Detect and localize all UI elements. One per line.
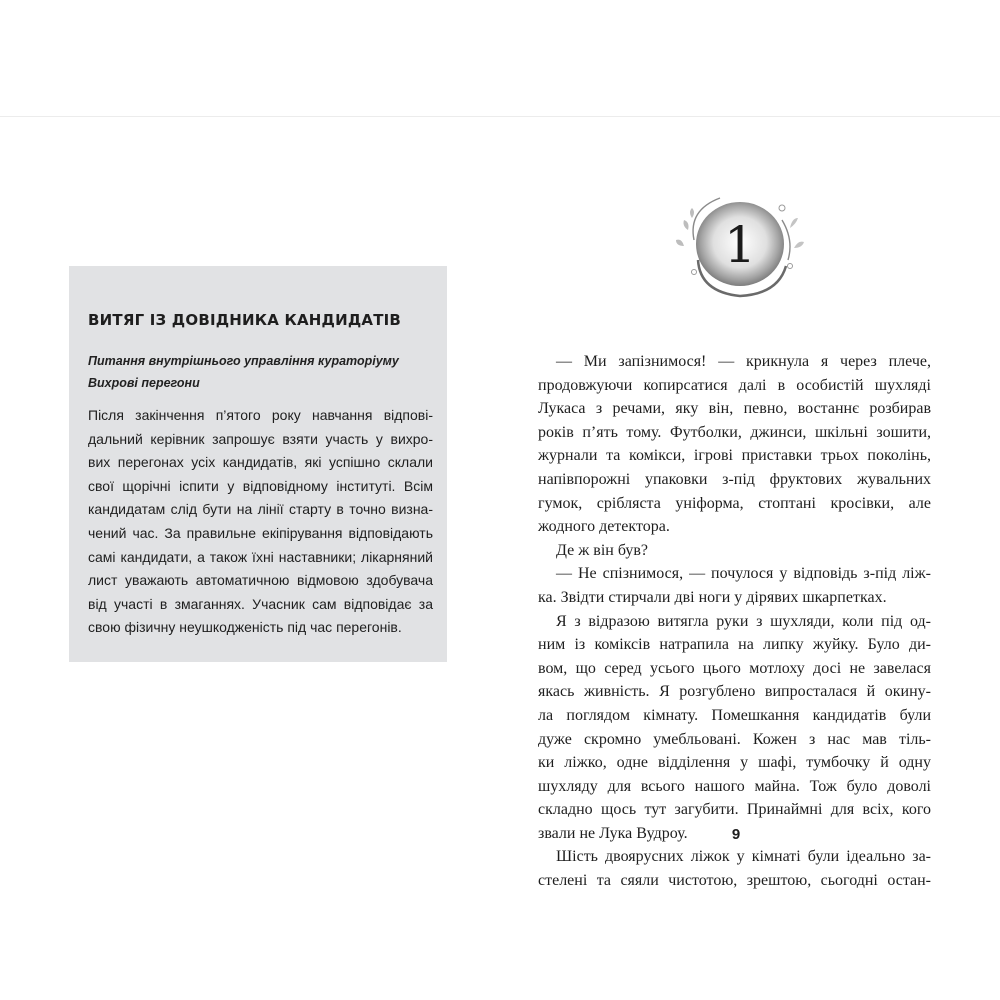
body-line: Шість двоярусних ліжок у кімнаті були ідеально за- <box>556 848 931 866</box>
body-line: ла поглядом кімнату. Помешкання кандидатів були <box>538 706 931 724</box>
top-divider <box>0 116 1000 117</box>
excerpt-title: ВИТЯГ ІЗ ДОВІДНИКА КАНДИДАТІВ <box>88 311 402 329</box>
excerpt-line: від участі в змаганнях. Учасник сам відповідає за <box>88 595 433 612</box>
excerpt-subtitle-section: Питання внутрішнього управління кураторіуму <box>88 354 399 368</box>
excerpt-subtitle-topic: Вихрові перегони <box>88 376 200 390</box>
body-line: ним із коміксів натрапила на липку жуйку. Було ди- <box>538 636 931 654</box>
excerpt-body <box>88 404 433 640</box>
body-line: — Ми запізнимося! — крикнула я через плече, <box>556 353 931 370</box>
body-line: років п’ять тому. Футболки, джинси, шкільні зошити, <box>538 423 931 441</box>
body-line: шухляду для всього нашого майна. Тож було доволі <box>538 777 931 795</box>
body-line: вом, що серед усього цього мотлоху досі не завелася <box>538 659 931 677</box>
excerpt-line: лист уважають автоматичною відмовою здобувача <box>88 572 433 589</box>
body-line: Де ж він був? <box>556 541 649 559</box>
body-line: ки ліжко, одне відділення у шафі, тумбочку й одну <box>538 754 931 772</box>
body-line: продовжуючи копирсатися далі в особистій шухляді <box>538 376 931 394</box>
chapter-body-text <box>538 350 931 893</box>
excerpt-box <box>69 266 447 662</box>
body-line: дуже скромно умебльовані. Кожен з нас мав тіль- <box>538 730 931 748</box>
body-line: Я з відразою витягла руки з шухляди, коли під од- <box>556 612 931 630</box>
excerpt-line: чений час. За правильне екіпірування відповідають <box>88 524 433 541</box>
body-line: звали не Лука Вудроу. <box>538 824 688 842</box>
excerpt-line: свої щорічні іспити у відповідному інституті. Всім <box>88 477 433 494</box>
excerpt-line: Після закінчення п’ятого року навчання відпові- <box>88 407 433 423</box>
excerpt-line: свою фізичну неушкодженість під час перегонів. <box>88 619 402 636</box>
body-line: складно щось тут загубити. Принаймні для всіх, кого <box>538 801 931 819</box>
excerpt-line: вих перегонах усіх кандидатів, які успішно склали <box>88 454 433 471</box>
body-line: журнали та комікси, ігрові приставки трьох поколінь, <box>538 447 931 465</box>
body-line: стелені та сяяли чистотою, зрештою, сьогодні остан- <box>538 872 931 890</box>
excerpt-line: дальний керівник запрошує взяти участь у вихро- <box>88 430 433 447</box>
chapter-number: 1 <box>724 216 756 274</box>
body-line: — Не спізнимося, — почулося у відповідь з-під ліж- <box>556 565 931 583</box>
body-line: напівпорожні упаковки з-під фруктових жувальних <box>538 470 931 488</box>
excerpt-line: самі кандидати, а також їхні наставники; лікарняний <box>88 548 433 565</box>
body-line: Лукаса з речами, яку він, певно, востаннє розбирав <box>538 400 931 418</box>
body-line: гумок, срібляста уніформа, стоптані кросівки, але <box>538 494 931 512</box>
body-line: якась живність. Я розгублено випросталася й окину- <box>538 683 931 701</box>
body-line: жодного детектора. <box>538 518 670 536</box>
body-line: ка. Звідти стирчали дві ноги у дірявих шкарпетках. <box>538 588 887 606</box>
page-number: 9 <box>731 826 741 843</box>
excerpt-line: кандидатам слід бути на лінії старту в точно визна- <box>88 501 433 518</box>
